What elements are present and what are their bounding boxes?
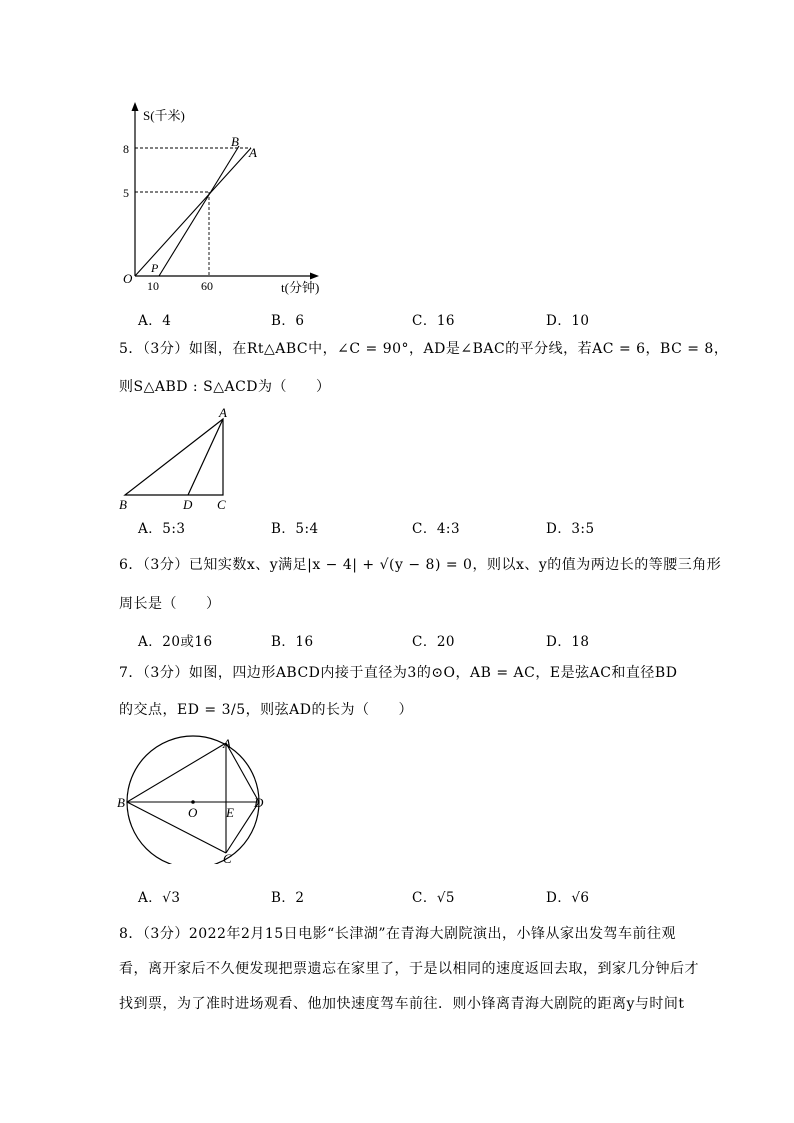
q4-option-d: D．10 xyxy=(546,313,590,329)
origin-label: O xyxy=(123,271,133,286)
axis-y-label: S(千米) xyxy=(143,108,185,123)
q6-option-d: D．18 xyxy=(546,634,590,650)
chord-ad xyxy=(226,743,259,802)
q7-circle-figure xyxy=(114,734,274,864)
q7-option-b: B．2 xyxy=(271,890,305,906)
label-a: A xyxy=(249,145,257,160)
label-a: A xyxy=(219,405,227,420)
chord-ba xyxy=(127,743,226,802)
q7-option-d: D．√6 xyxy=(546,890,590,906)
q7-stem-line2: 的交点，ED = 3/5，则弦AD的长为（ ） xyxy=(119,702,413,718)
circle-o xyxy=(127,736,259,864)
triangle-abc xyxy=(125,419,223,495)
q5-option-a: A．5:3 xyxy=(138,521,186,537)
label-a: A xyxy=(223,736,231,751)
tick-y-5: 5 xyxy=(123,186,129,200)
q6-option-a: A．20或16 xyxy=(138,634,213,650)
line-a xyxy=(135,148,251,276)
q4-option-c: C．16 xyxy=(412,313,456,329)
line-b xyxy=(159,146,239,276)
label-e: E xyxy=(226,805,234,820)
q6-stem-line2: 周长是（ ） xyxy=(119,596,221,612)
q8-stem-line3: 找到票，为了准时进场观看、他加快速度驾车前往．则小锋离青海大剧院的距离y与时间t xyxy=(119,996,685,1012)
q5-option-c: C．4:3 xyxy=(412,521,461,537)
x-axis-arrow xyxy=(310,273,319,280)
label-c: C xyxy=(223,851,232,864)
tick-x-60: 60 xyxy=(201,279,213,293)
q8-stem-line2: 看，离开家后不久便发现把票遗忘在家里了，于是以相同的速度返回去取，到家几分钟后才 xyxy=(119,961,699,977)
chord-bc xyxy=(127,802,226,853)
segment-ad xyxy=(188,419,223,495)
q7-option-c: C．√5 xyxy=(412,890,456,906)
q6-option-b: B．16 xyxy=(271,634,314,650)
label-b: B xyxy=(231,134,239,149)
q6-option-c: C．20 xyxy=(412,634,456,650)
label-o: O xyxy=(188,805,198,820)
label-b: B xyxy=(117,795,125,810)
q6-stem-line1: 6．（3分）已知实数x、y满足|x − 4| + √(y − 8) = 0，则以x、y的值为两边长的等腰三角形 xyxy=(119,557,722,573)
q5-stem-line1: 5．（3分）如图，在Rt△ABC中，∠C = 90°，AD是∠BAC的平分线，若AC = 6，BC = 8， xyxy=(119,341,729,357)
tick-y-8: 8 xyxy=(123,142,129,156)
q5-option-d: D．3:5 xyxy=(546,521,595,537)
q4-option-b: B．6 xyxy=(271,313,305,329)
y-axis-arrow xyxy=(132,102,139,111)
label-b: B xyxy=(119,497,127,512)
label-c: C xyxy=(217,497,226,512)
q7-option-a: A．√3 xyxy=(138,890,181,906)
tick-x-10: 10 xyxy=(147,279,159,293)
q7-stem-line1: 7．（3分）如图，四边形ABCD内接于直径为3的⊙O，AB = AC，E是弦AC和直径BD xyxy=(119,665,678,681)
label-p: P xyxy=(151,261,159,275)
q4-figure xyxy=(115,100,345,300)
label-d: D xyxy=(183,497,193,512)
axis-x-label: t(分钟) xyxy=(281,280,320,295)
q4-option-a: A．4 xyxy=(138,313,172,329)
q5-option-b: B．5:4 xyxy=(271,521,319,537)
label-d: D xyxy=(254,795,264,810)
q5-triangle-figure xyxy=(115,405,245,513)
q8-stem-line1: 8．（3分）2022年2月15日电影“长津湖”在青海大剧院演出，小锋从家出发驾车前往观 xyxy=(119,926,676,942)
q5-stem-line2: 则S△ABD : S△ACD为（ ） xyxy=(119,379,331,395)
center-dot xyxy=(191,800,195,804)
